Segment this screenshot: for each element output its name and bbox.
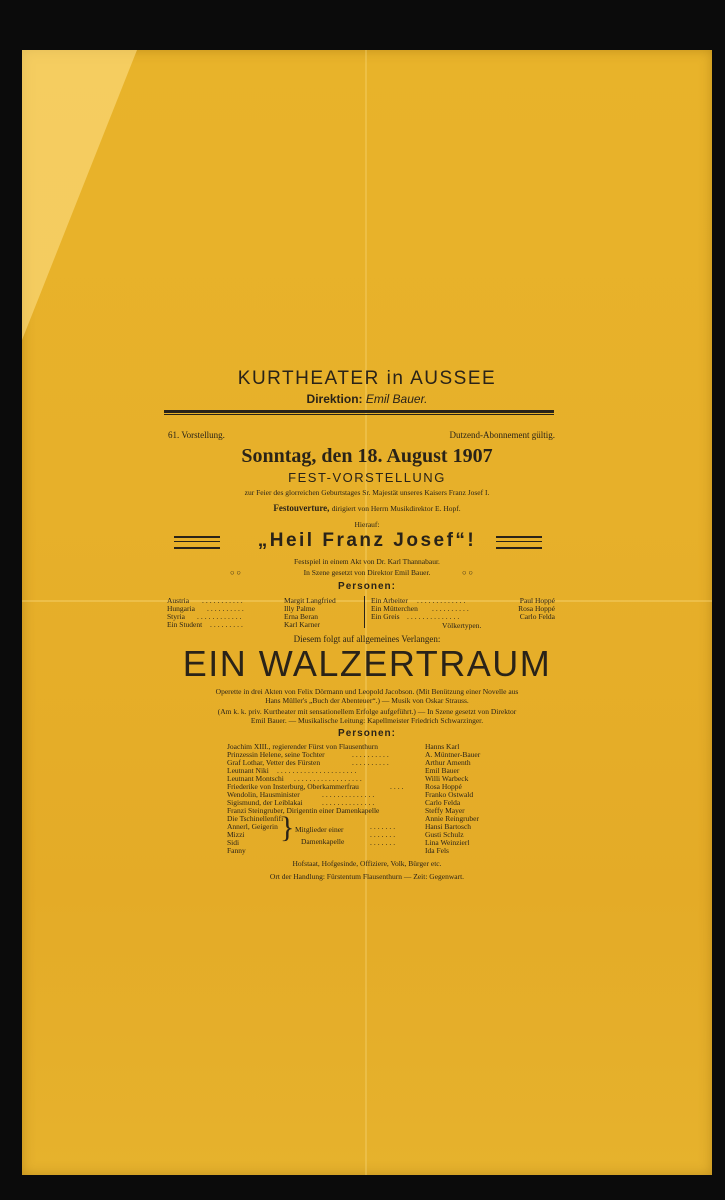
cast-role: Ein Student [167,620,203,629]
cast-actor: Erna Beran [284,612,318,621]
volkertypen-label: Völkertypen. [442,621,482,630]
dot-leader: ............. [417,596,468,605]
group-brace: } [280,811,295,844]
cast-actor: Hanns Karl [425,742,460,751]
play2-desc-2: Hans Müller's „Buch der Abenteuer“.) — Musik von Oskar Strauss. [265,696,469,705]
hierauf-label: Hierauf: [354,520,380,529]
overture-line [22,503,712,513]
dot-leader: .... [390,782,406,791]
header-rule [164,410,554,413]
cast-role: Friederike von Insterburg, Oberkammerfrau [227,782,359,791]
dot-leader: ............ [197,612,244,621]
group-label-2: Damenkapelle [301,837,345,846]
cast-role: Hungaria [167,604,195,613]
dot-leader: ....... [370,822,398,831]
dot-leader: .............. [407,612,462,621]
direktion-name: Emil Bauer. [365,392,428,406]
cast-role: Ein Greis [371,612,400,621]
ort-line: Ort der Handlung: Fürstentum Flausenthurn — Zeit: Gegenwart. [269,872,465,881]
play2-personen-label: Personen: [338,728,396,739]
cast-actor: A. Müntner-Bauer [425,750,481,759]
cast-actor: Rosa Hoppé [518,604,555,613]
cast-role: Ein Arbeiter [371,596,408,605]
cast-actor: Carlo Felda [425,798,461,807]
cast-actor: Carlo Felda [519,612,555,621]
group-role: Sidi [227,838,240,847]
playbill-content [22,50,712,1175]
cast-role: Franzi Steingruber, Dirigentin einer Damenkapelle [227,806,380,815]
direktion-line [22,392,712,406]
group-actor: Lina Weinzierl [425,838,470,847]
cast-actor: Franko Ostwald [425,790,474,799]
cast-role: Leutnant Montschi [227,774,284,783]
silk-playbill [22,50,712,1175]
play1-staging: In Szene gesetzt von Direktor Emil Bauer. [303,568,431,577]
theater-name: KURTHEATER in AUSSEE [237,368,497,389]
event-date: Sonntag, den 18. August 1907 [241,445,493,467]
group-role: Mizzi [227,830,245,839]
cast-role: Sigismund, der Leiblakai [227,798,303,807]
vorstellung-number: 61. Vorstellung. [168,430,225,440]
group-actor: Hansi Bartosch [425,822,472,831]
play2-note-1: (Am k. k. priv. Kurtheater mit sensationellem Erfolge aufgeführt.) — In Szene gesetzt von Direktor [217,707,517,716]
dot-leader: ....... [370,838,398,847]
group-actor: Annie Reingruber [425,814,479,823]
cast-divider [364,596,365,628]
play2-title: EIN WALZERTRAUM [182,643,552,684]
play1-marks-left: ○ ○ [230,568,241,577]
cast-role: Prinzessin Helene, seine Tochter [227,750,325,759]
cast-actor: Willi Warbeck [425,774,469,783]
play1-subtitle: Festspiel in einem Akt von Dr. Karl Thannabaur. [294,557,440,566]
cast-role: Austria [167,596,190,605]
group-role: Annerl, Geigerin [227,822,278,831]
play1-title: „Heil Franz Josef“! [257,530,477,551]
play2-desc-1: Operette in drei Akten von Felix Dörmann und Leopold Jacobson. (Mit Benützung einer Novelle aus [215,687,519,696]
cast-role: Styria [167,612,185,621]
group-role: Die Tschinellenfifi [227,814,284,823]
play1-marks-right: ○ ○ [462,568,473,577]
cast-actor: Karl Karner [284,620,321,629]
dot-leader: .......... [352,750,391,759]
ornament-right [496,536,542,549]
transition-line: Diesem folgt auf allgemeines Verlangen: [293,634,441,644]
dot-leader: .......... [207,604,246,613]
cast-actor: Emil Bauer [425,766,460,775]
event-type: FEST-VORSTELLUNG [288,470,446,485]
dot-leader: .............. [322,790,377,799]
play2-note-2: Emil Bauer. — Musikalische Leitung: Kapellmeister Friedrich Schwarzinger. [250,716,484,725]
group-actor: Gusti Schulz [425,830,464,839]
dot-leader: ....... [370,830,398,839]
event-occasion: zur Feier des glorreichen Geburtstages Sr. Majestät unseres Kaisers Franz Josef I. [244,488,490,497]
abonnement-note: Dutzend-Abonnement gültig. [449,430,555,440]
cast-role: Ein Mütterchen [371,604,418,613]
cast-actor: Margit Langfried [284,596,336,605]
group-actor: Ida Fels [425,846,449,855]
cast-role: Joachim XIII., regierender Fürst von Flausenthurn [227,742,379,751]
cast-role: Graf Lothar, Vetter des Fürsten [227,758,321,767]
dot-leader: .......... [432,604,471,613]
overture-title: Festouverture, [273,503,330,513]
cast-actor: Rosa Hoppé [425,782,462,791]
cast-role: Leutnant Niki [227,766,269,775]
cast-actor: Arthur Amenth [425,758,471,767]
cast-actor: Steffy Mayer [425,806,465,815]
dot-leader: .......... [352,758,391,767]
hofstaat-line: Hofstaat, Hofgesinde, Offiziere, Volk, Bürger etc. [292,859,442,868]
cast-actor: Illy Palme [284,604,316,613]
dot-leader: ..................... [277,766,359,775]
dot-leader: .............. [322,798,377,807]
dot-leader: ........... [202,596,245,605]
overture-conductor: dirigiert von Herrn Musikdirektor E. Hopf. [331,504,461,513]
header-rule-thin [164,414,554,415]
play1-personen-label: Personen: [338,581,396,592]
group-label-1: Mitglieder einer [295,825,344,834]
group-role: Fanny [227,846,246,855]
direktion-label: Direktion: [306,392,363,406]
cast-actor: Paul Hoppé [519,596,555,605]
dot-leader: .................. [294,774,364,783]
dot-leader: ......... [210,620,245,629]
cast-role: Wendolin, Hausminister [227,790,300,799]
